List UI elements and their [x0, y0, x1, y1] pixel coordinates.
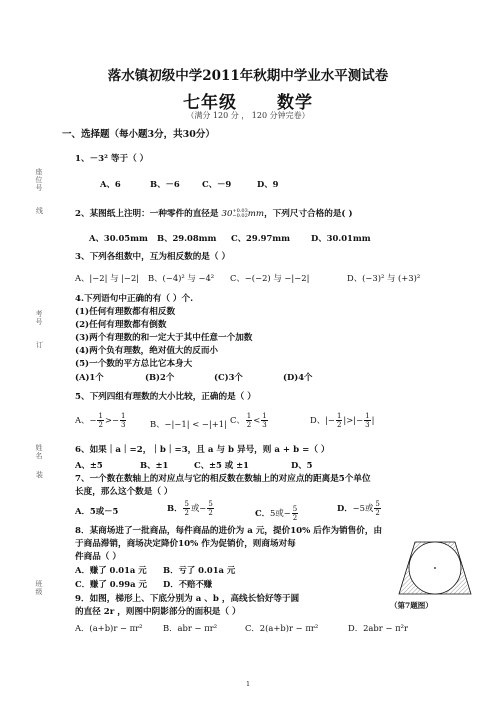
subject-label: 数学	[277, 93, 313, 113]
q1-option-d: D、9	[257, 179, 279, 189]
q4-stem: 4.下列语句中正确的有（ ）个.	[75, 294, 194, 304]
q2-option-c: C、29.97mm	[231, 233, 290, 243]
q7-option-b: B． $\frac{5}{2}$ 或− $\frac{5}{2}$	[167, 500, 213, 517]
q7-option-c: C．5或− $\frac{5}{2}$	[255, 505, 298, 522]
q9-option-d: D．2abr − π²r	[348, 623, 408, 633]
binding-mark-ding: 订	[36, 341, 43, 349]
q2-option-a: A、30.05mm	[89, 233, 148, 243]
q4-option-b: (B)2个	[145, 372, 175, 382]
exam-number-label: 考号	[35, 310, 43, 326]
q7-stem-line1: 7、一个数在数轴上的对应点与它的相反数在数轴上的对应点的距离是5个单位	[75, 474, 371, 484]
q1-stem: 1、－3² 等于（ ）	[75, 154, 149, 164]
q6-option-a: A、±5	[75, 460, 103, 470]
trapezoid-circle-figure	[395, 538, 475, 602]
grade-label: 七年级	[183, 93, 237, 113]
q3-option-d: D、(−3)² 与 (+3)²	[347, 273, 421, 283]
q2-stem-part2: ，下列尺寸合格的是( )	[264, 209, 353, 219]
page-number: 1	[246, 681, 250, 688]
q6-stem: 6、如果｜a｜=2，｜b｜=3，且 a 与 b 异号，则 a + b =（ ）	[75, 445, 330, 455]
q8-option-a: A．赚了 0.01a 元	[75, 565, 147, 575]
q4-item-3: (3)两个有理数的和一定大于其中任意一个加数	[75, 333, 253, 343]
q4-option-d: (D)4个	[283, 372, 313, 382]
q9-stem-line2: 的直径 2r ，则图中阴影部分的面积是（ ）	[75, 607, 241, 617]
q7-option-a: A．5或－5	[75, 506, 119, 516]
q1-option-b: B、－6	[150, 179, 180, 189]
q4-item-1: (1)任何有理数都有相反数	[75, 307, 176, 317]
q5-option-b: B、−|−1| < −|+1|	[150, 419, 227, 429]
q4-item-4: (4)两个负有理数，绝对值大的反而小	[75, 346, 219, 356]
q8-stem-line1: 8．某商场进了一批商品，每件商品的进价为 a 元，提价10% 后作为销售价，由	[75, 526, 383, 536]
q3-option-c: C、−(−2) 与 −|−2|	[230, 273, 310, 283]
binding-mark-zhuang: 装	[36, 471, 43, 479]
q7-option-d: D．−5或 $\frac{5}{2}$	[337, 500, 380, 517]
binding-mark-line: 线	[36, 207, 43, 215]
q8-stem-line3: 件商品（ ）	[75, 552, 121, 562]
q8-option-b: B．亏了 0.01a 元	[163, 565, 236, 575]
score-time-note: （满分 120 分 ， 120 分钟完卷）	[186, 111, 310, 120]
q8-stem-line2: 于商品滞销，商场决定降价10% 作为促销价，则商场对每	[75, 539, 296, 549]
q6-option-d: D、5	[291, 460, 313, 470]
q3-option-b: B、(−4)² 与 −4²	[148, 273, 215, 283]
q9-stem-line1: 9．如图，梯形上、下底分别为 a 、b ，高线长恰好等于圆	[75, 594, 300, 604]
q5-option-a: A、− $\frac{1}{2}$ >− $\frac{1}{3}$	[75, 412, 126, 429]
q2-stem	[75, 207, 353, 219]
q7-stem-line2: 长度，那么这个数是（ ）	[75, 487, 173, 497]
q3-stem: 3、下列各组数中，互为相反数的是（ ）	[75, 252, 231, 262]
exam-title: 落水镇初级中学2011年秋期中学业水平测试卷	[107, 68, 389, 84]
q9-option-c: C．2(a+b)r − πr²	[245, 623, 319, 633]
q5-option-d: D、|− $\frac{1}{2}$ |>|− $\frac{1}{3}$ |	[310, 412, 375, 429]
seat-number-label: 座位号	[35, 168, 43, 192]
q1-option-c: C、－9	[202, 179, 232, 189]
q4-item-2: (2)任何有理数都有倒数	[75, 320, 167, 330]
q1-option-a: A、6	[100, 179, 121, 189]
name-label: 姓名	[35, 444, 43, 460]
q8-option-d: D．不赔不赚	[163, 579, 213, 589]
q2-diameter-value: 30	[221, 209, 233, 219]
q6-option-c: C、±5 或 ±1	[194, 460, 249, 470]
q2-tolerance-down: −0.02	[232, 212, 248, 219]
figure-caption: （第7题图）	[390, 601, 433, 610]
q9-option-b: B．abr − πr²	[163, 623, 218, 633]
q2-option-d: D、30.01mm	[311, 233, 371, 243]
q5-stem: 5、下列四组有理数的大小比较，正确的是（ ）	[75, 392, 256, 402]
q8-option-c: C．赚了 0.99a 元	[75, 579, 147, 589]
class-label: 班级	[35, 580, 43, 596]
q2-option-b: B、29.08mm	[157, 233, 217, 243]
q3-option-a: A、|−2| 与 |−2|	[75, 273, 140, 283]
q2-tolerance-up: +0.03	[232, 207, 248, 214]
q2-stem-part1: 2、某图纸上注明：一种零件的直径是	[75, 209, 219, 219]
q5-option-c: C、 $\frac{1}{2}$ < $\frac{1}{3}$	[230, 412, 267, 429]
q9-option-a: A．(a+b)r − πr²	[75, 623, 143, 633]
q4-item-5: (5)一个数的平方总比它本身大	[75, 359, 193, 369]
q4-option-c: (C)3个	[214, 372, 243, 382]
q6-option-b: B、±1	[140, 460, 169, 470]
section-heading: 一、选择题（每小题3分，共30分）	[62, 129, 215, 140]
q4-option-a: (A)1个	[75, 372, 104, 382]
q2-unit: mm	[247, 209, 265, 219]
